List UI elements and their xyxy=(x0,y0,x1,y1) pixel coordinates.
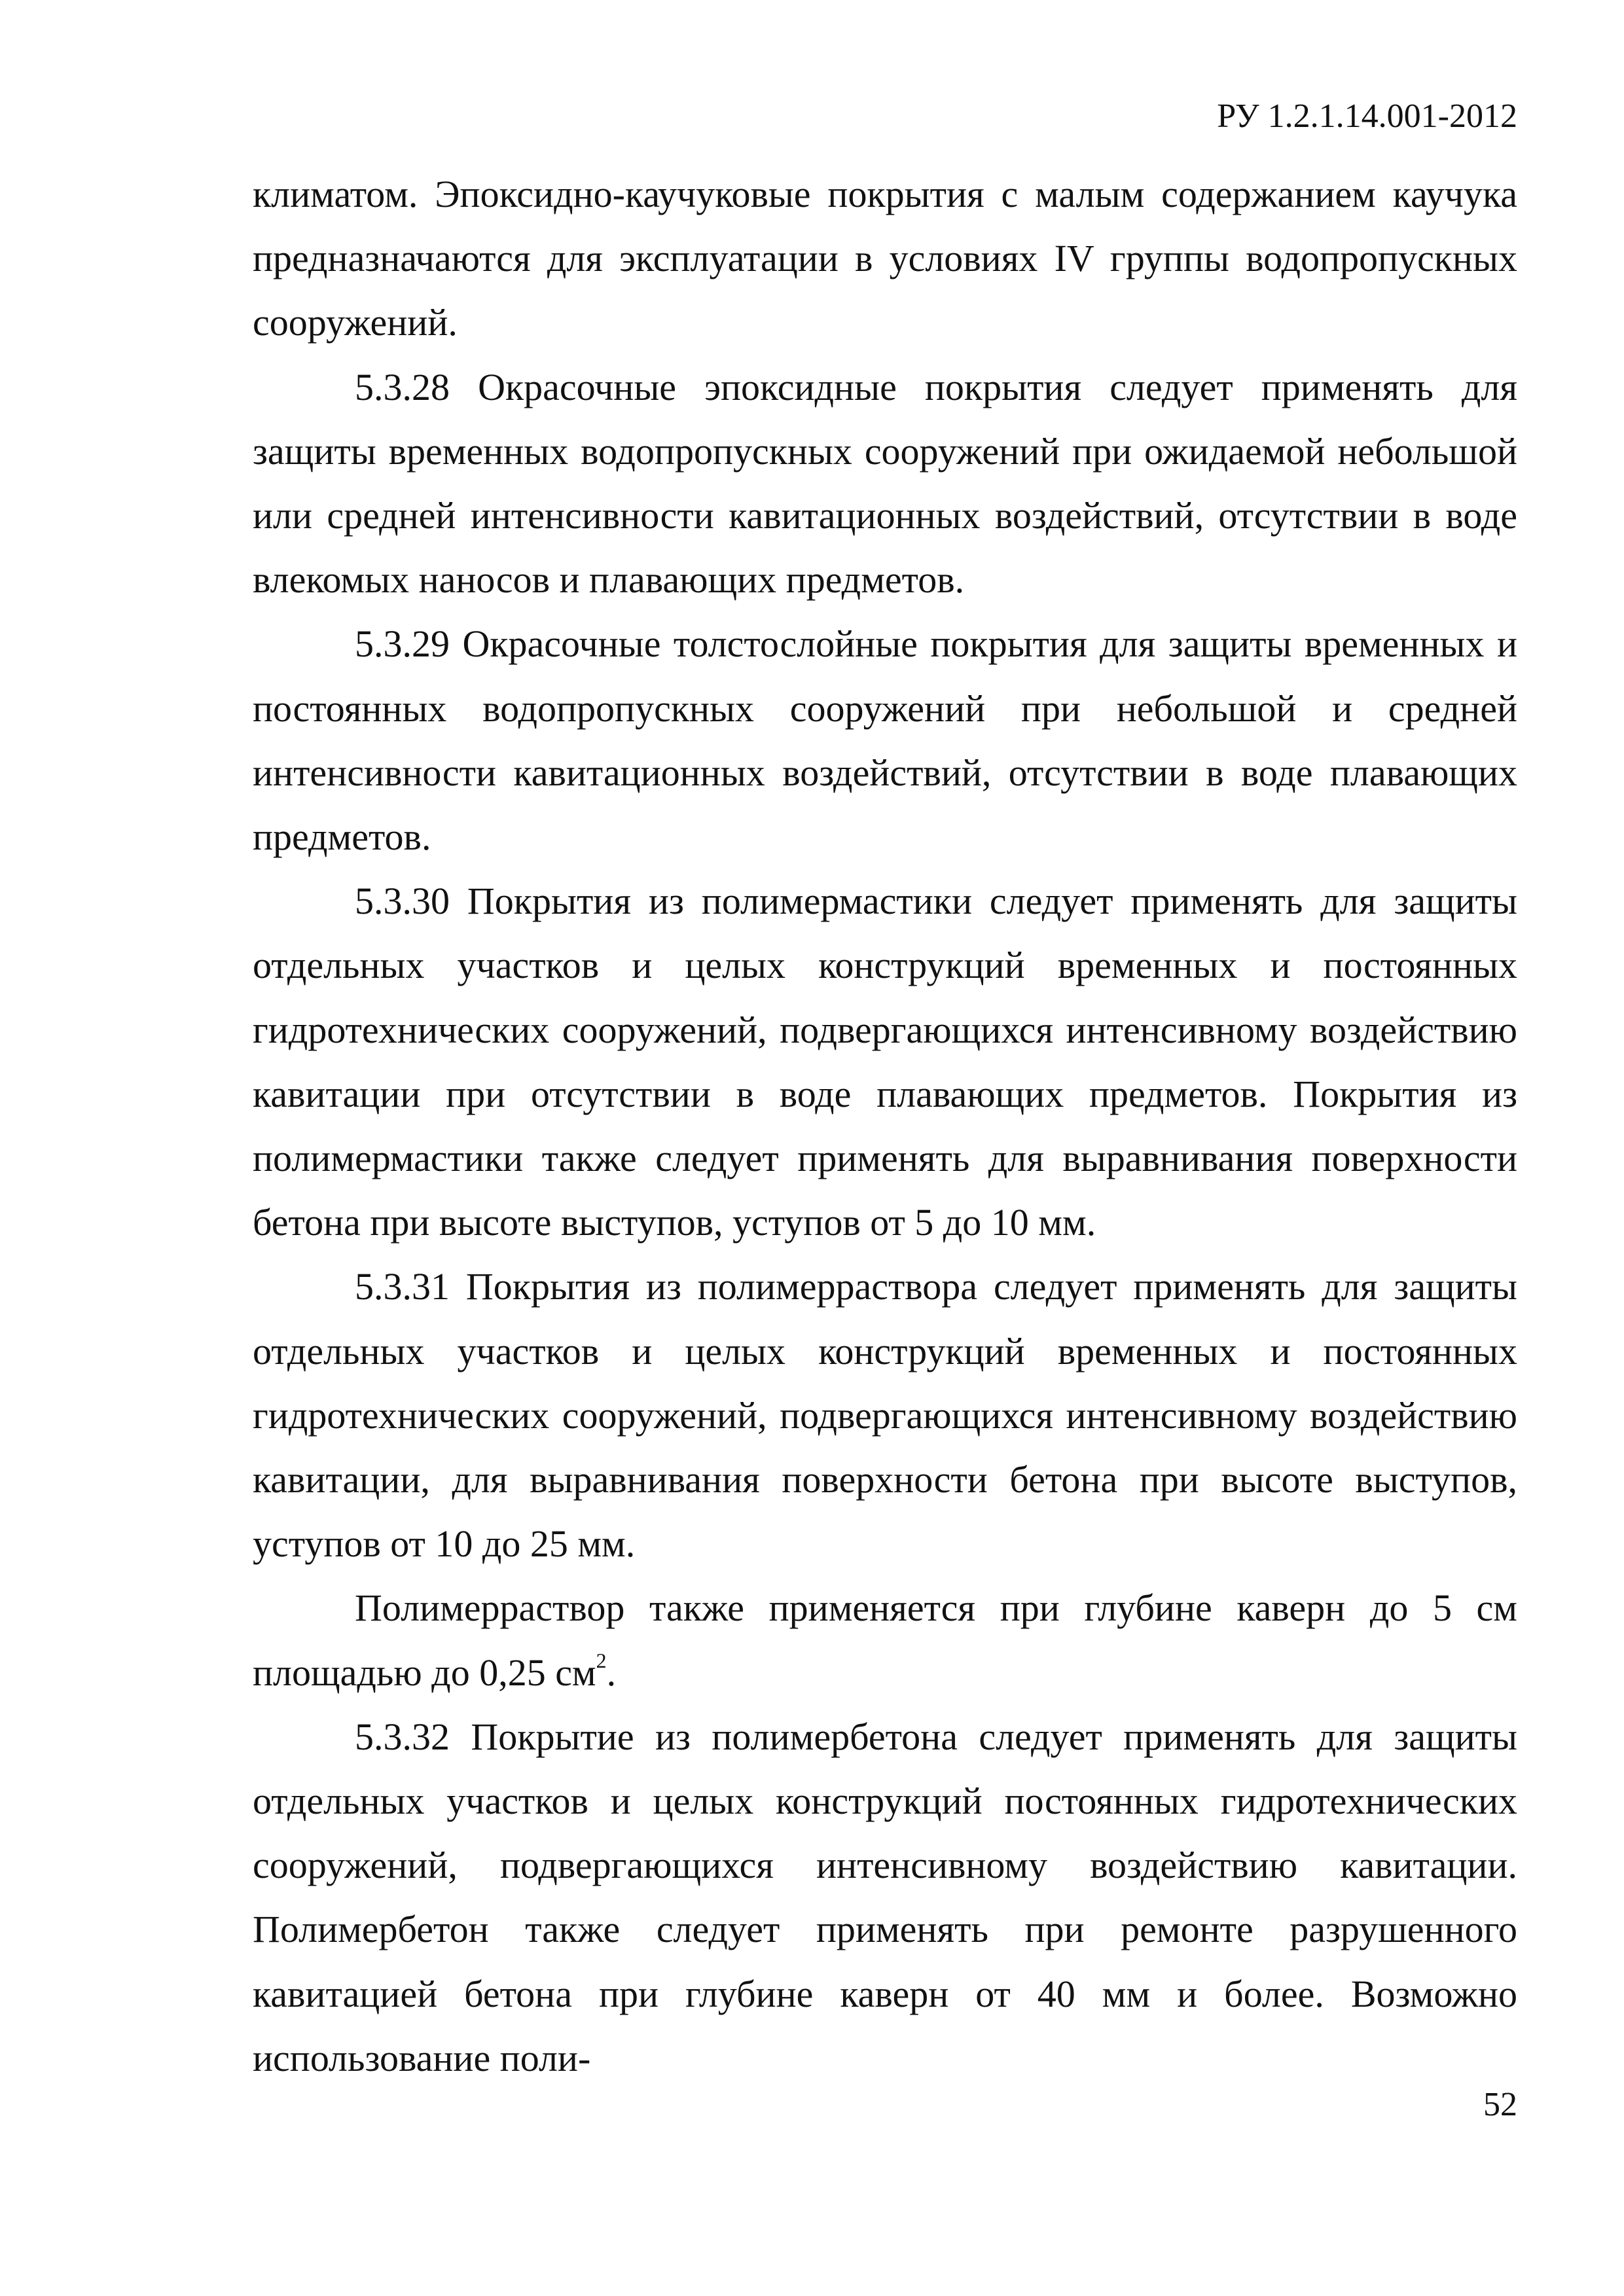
paragraph-5-3-29: 5.3.29 Окрасочные толстослойные покрытия для защиты временных и постоянных водопропускных сооружений при небольшой и средней интенсивности кавитационных воздействий, отсутствии в воде плавающих предметов. xyxy=(253,622,1517,859)
paragraph-5-3-30: 5.3.30 Покрытия из полимермастики следует применять для защиты отдельных участков и целых конструкций временных и постоянных гидротехнических сооружений, подвергающихся интенсивному воздействию кавитации при отсутствии в воде плавающих предметов. Покрытия из полимермастики также следует применять для выравнивания поверхности бетона при высоте выступов, уступов от 5 до 10 мм. xyxy=(253,880,1517,1244)
paragraph-5-3-32: 5.3.32 Покрытие из полимербетона следует применять для защиты отдельных участков и целых конструкций постоянных гидротехнических сооружений, подвергающихся интенсивному воздействию кавитации. Полимербетон также следует применять при ремонте разрушенного кавитацией бетона при глубине каверн от 40 мм и более. Возможно использование поли- xyxy=(253,1715,1517,2079)
document-code: РУ 1.2.1.14.001-2012 xyxy=(1217,98,1517,135)
paragraph-polymer-mortar xyxy=(253,1576,1517,1704)
paragraph-5-3-28: 5.3.28 Окрасочные эпоксидные покрытия следует применять для защиты временных водопропускных сооружений при ожидаемой небольшой или средней интенсивности кавитационных воздействий, отсутствии в воде влекомых наносов и плавающих предметов. xyxy=(253,365,1517,601)
superscript-squared: 2 xyxy=(596,1649,607,1672)
document-body xyxy=(253,162,1517,2090)
paragraph-5-3-31: 5.3.31 Покрытия из полимерраствора следует применять для защиты отдельных участков и целых конструкций временных и постоянных гидротехнических сооружений, подвергающихся интенсивному воздействию кавитации, для выравнивания поверхности бетона при высоте выступов, уступов от 10 до 25 мм. xyxy=(253,1265,1517,1566)
page-number: 52 xyxy=(1483,2086,1517,2123)
paragraph-polymer-mortar-tail: . xyxy=(606,1651,617,1694)
paragraph-polymer-mortar-text: Полимерраствор также применяется при глубине каверн до 5 см площадью до 0,25 см xyxy=(253,1587,1517,1694)
paragraph-continuation: климатом. Эпоксидно-каучуковые покрытия с малым содержанием каучука предназначаются для эксплуатации в условиях IV группы водопропускных сооружений. xyxy=(253,173,1517,344)
